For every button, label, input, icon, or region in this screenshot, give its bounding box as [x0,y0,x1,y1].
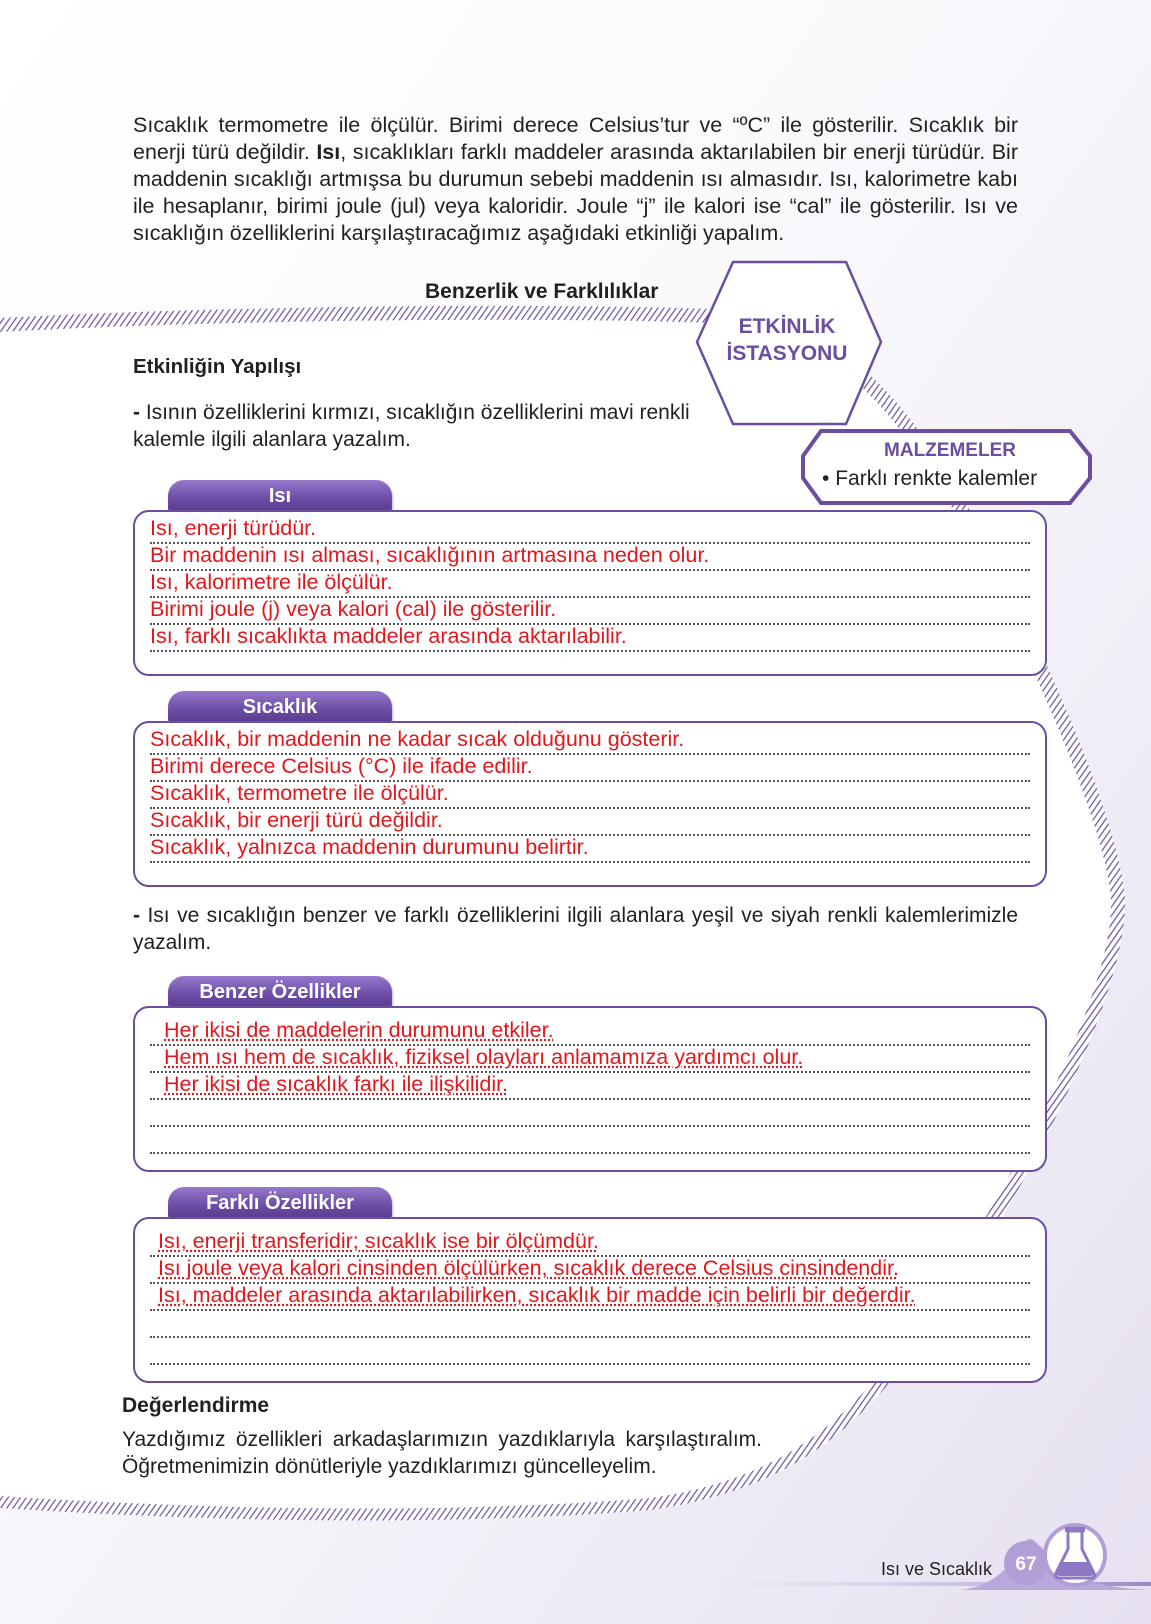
different-line[interactable] [150,1310,1030,1338]
temperature-answer-box [133,721,1047,887]
different-answer-box [133,1217,1047,1383]
evaluation-text: Yazdığımız özellikleri arkadaşlarımızın yazdıklarıyla karşılaştıralım. Öğretmenimizin dönütleriyle yazdıklarımızı güncelleyelim. [122,1428,762,1478]
activity-title: Benzerlik ve Farklılıklar [425,280,659,303]
intro-paragraph: Sıcaklık termometre ile ölçülür. Birimi derece Celsius’tur ve “ºC” ile gösterilir. Sıcaklık bir enerji türü değildir. Isı, sıcaklıkları farklı maddeler arasında aktarılabilen bir enerji türüdür. Bir maddenin sıcaklığı artmışsa bu durumun sebebi maddenin ısı almasıdır. Isı, kalorimetre kabı ile hesaplanır, birimi joule (jul) veya kaloridir. Joule “j” ile kalori ise “cal” ile gösterilir. Isı ve sıcaklığın özelliklerini karşılaştıracağımız aşağıdaki etkinliği yapalım. [133,113,1018,245]
similar-line[interactable]: Her ikisi de maddelerin durumunu etkiler. [150,1018,1030,1046]
temperature-line[interactable]: Birimi derece Celsius (°C) ile ifade edilir. [150,754,1030,782]
similar-line[interactable] [150,1126,1030,1154]
heat-answer-box [133,510,1047,676]
heat-line[interactable]: Birimi joule (j) veya kalori (cal) ile gösterilir. [150,597,1030,625]
temperature-line[interactable]: Sıcaklık, yalnızca maddenin durumunu belirtir. [150,835,1030,863]
heat-tab: Isı [168,480,392,512]
heat-line[interactable]: Bir maddenin ısı alması, sıcaklığının artmasına neden olur. [150,543,1030,571]
different-line[interactable]: Isı joule veya kalori cinsinden ölçülürken, sıcaklık derece Celsius cinsindendir. [150,1256,1030,1284]
activity-station-label: ETKİNLİK İSTASYONU [726,315,848,365]
page-number: 67 [1015,1554,1037,1575]
similar-line[interactable]: Her ikisi de sıcaklık farkı ile ilişkilidir. [150,1072,1030,1100]
different-tab: Farklı Özellikler [168,1187,392,1219]
procedure-step-2: - Isı ve sıcaklığın benzer ve farklı özelliklerini ilgili alanlara yeşil ve siyah renkli kalemlerimizle yazalım. [133,904,1018,954]
materials-item: • Farklı renkte kalemler [822,467,1038,490]
materials-panel [810,440,1090,491]
temperature-line[interactable]: Sıcaklık, termometre ile ölçülür. [150,781,1030,809]
heat-line[interactable]: Isı, enerji türüdür. [150,516,1030,544]
similar-line[interactable] [150,1099,1030,1127]
heat-line[interactable]: Isı, kalorimetre ile ölçülür. [150,570,1030,598]
heat-line[interactable]: Isı, farklı sıcaklıkta maddeler arasında aktarılabilir. [150,624,1030,652]
procedure-step-1: - Isının özelliklerini kırmızı, sıcaklığın özelliklerini mavi renkli kalemle ilgili alanlara yazalım. [133,401,690,451]
similar-line[interactable]: Hem ısı hem de sıcaklık, fiziksel olayları anlamamıza yardımcı olur. [150,1045,1030,1073]
temperature-line[interactable]: Sıcaklık, bir enerji türü değildir. [150,808,1030,836]
temperature-tab: Sıcaklık [168,691,392,723]
similar-answer-box [133,1006,1047,1172]
similar-tab: Benzer Özellikler [168,976,392,1008]
different-line[interactable]: Isı, maddeler arasında aktarılabilirken, sıcaklık bir madde için belirli bir değerdir. [150,1283,1030,1311]
different-line[interactable] [150,1337,1030,1365]
footer-unit-title: Isı ve Sıcaklık [881,1559,993,1579]
evaluation-heading: Değerlendirme [122,1394,270,1417]
different-line[interactable]: Isı, enerji transferidir; sıcaklık ise bir ölçümdür. [150,1229,1030,1257]
temperature-line[interactable]: Sıcaklık, bir maddenin ne kadar sıcak olduğunu gösterir. [150,727,1030,755]
procedure-heading: Etkinliğin Yapılışı [133,355,302,378]
materials-title: MALZEMELER [884,440,1016,461]
